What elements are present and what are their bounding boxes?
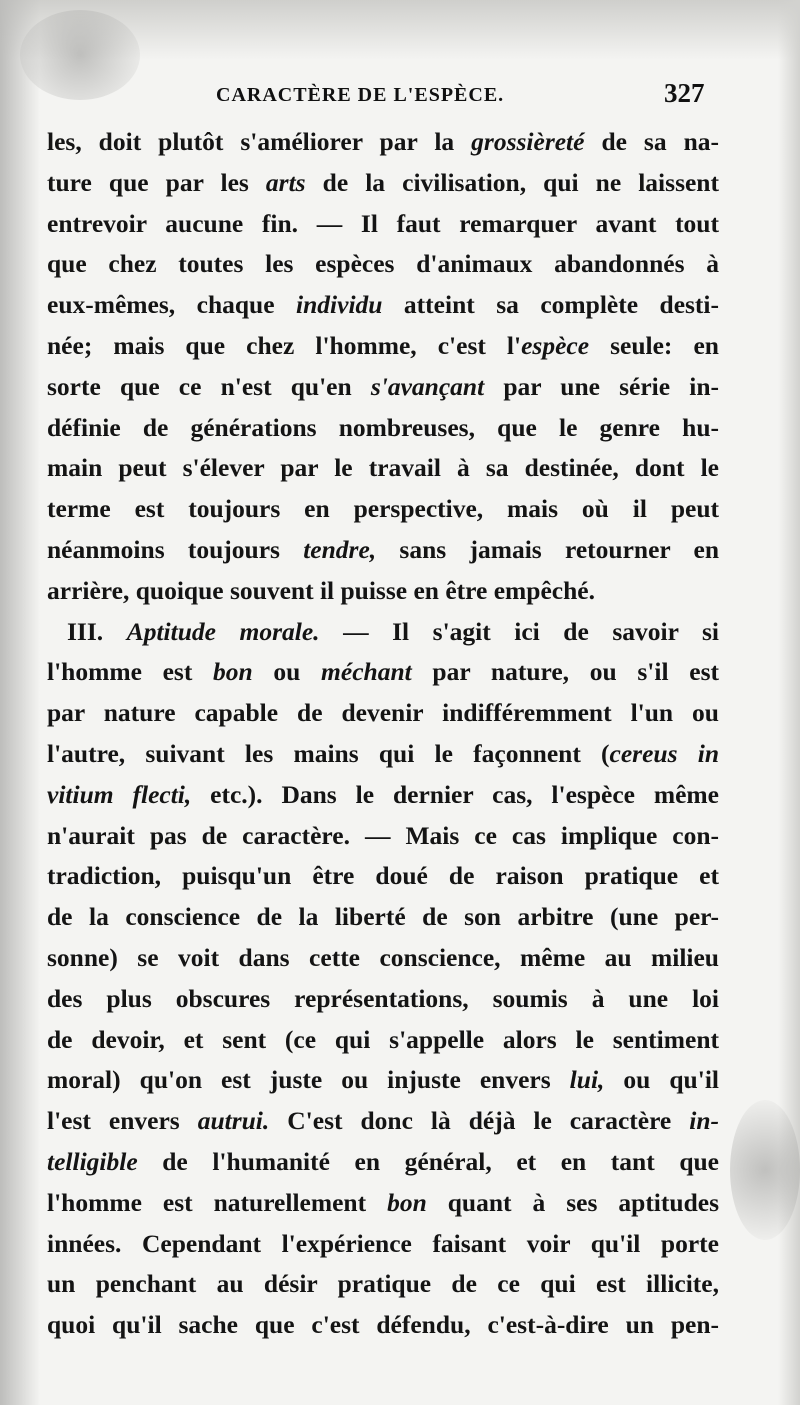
text-segment: sonne) se voit dans cette conscience, même au milieu [47,942,719,972]
italic-text: espèce [521,330,590,360]
italic-text: Aptitude morale. [126,616,320,646]
text-line [47,1224,719,1265]
text-line [47,1183,719,1224]
text-segment: ou [252,657,322,687]
text-line [47,652,719,693]
italic-text: bon [213,657,253,687]
text-segment: néanmoins toujours [47,534,304,564]
text-segment: entrevoir aucune fin. — Il faut remarquer avant tout [47,208,719,238]
italic-text: méchant [321,657,412,687]
text-segment: seule: en [589,330,719,360]
text-segment: etc.). Dans le dernier cas, l'espèce même [191,779,719,809]
text-line [47,1142,719,1183]
text-segment: par une série in- [484,371,719,401]
text-segment: de la civilisation, qui ne laissent [305,167,719,197]
italic-text: telligible [47,1146,138,1176]
italic-text: vitium flecti, [47,779,192,809]
text-line [47,612,719,653]
text-segment: quant à ses aptitudes [426,1187,719,1217]
page-header [0,80,800,112]
text-line [47,1264,719,1305]
text-line [47,1101,719,1142]
text-line [47,856,719,897]
text-line [47,816,719,857]
text-segment: ou qu'il [604,1065,719,1095]
text-line [47,367,719,408]
text-segment: arrière, quoique souvent il puisse en être empêché. [47,575,595,605]
text-segment: ture que par les [47,167,266,197]
italic-text: grossièreté [471,127,585,156]
text-segment: n'aurait pas de caractère. — Mais ce cas implique con- [47,820,719,850]
text-segment: les, doit plutôt s'améliorer par la [47,127,472,156]
text-line [47,448,719,489]
text-line [47,1020,719,1061]
text-segment: sorte que ce n'est qu'en [47,371,371,401]
italic-text: cereus in [609,738,719,768]
text-segment: de l'humanité en général, et en tant que [137,1146,719,1176]
text-line [47,1060,719,1101]
text-segment: eux-mêmes, chaque [47,290,297,320]
text-segment: de devoir, et sent (ce qui s'appelle alors le sentiment [47,1024,719,1054]
text-segment: tradiction, puisqu'un être doué de raison pratique et [47,861,719,891]
text-segment: de sa na- [584,127,719,156]
text-line [47,775,719,816]
text-line [47,1305,719,1346]
text-segment: par nature, ou s'il est [411,657,719,687]
text-segment: l'homme est [47,657,214,687]
text-segment: quoi qu'il sache que c'est défendu, c'est-à-dire un pen- [47,1310,719,1340]
text-segment: sans jamais retourner en [376,534,719,564]
text-line [47,163,719,204]
text-segment: des plus obscures représentations, soumis à une loi [47,983,719,1013]
text-segment: atteint sa complète desti- [382,290,720,320]
text-segment: par nature capable de devenir indifféremment l'un ou [47,698,719,728]
text-line [47,693,719,734]
text-line [47,326,719,367]
italic-text: bon [387,1187,427,1217]
text-line [47,979,719,1020]
text-line [47,204,719,245]
italic-text: individu [296,290,383,320]
running-head: CARACTÈRE DE L'ESPÈCE. [216,84,505,106]
italic-text: arts [265,167,306,197]
italic-text: lui, [569,1065,605,1095]
text-segment: l'homme est naturellement [47,1187,388,1217]
text-line [47,938,719,979]
text-segment: de la conscience de la liberté de son arbitre (une per- [47,902,719,932]
text-line [47,489,719,530]
text-segment: C'est donc là déjà le caractère [269,1106,690,1136]
text-line [47,734,719,775]
text-segment: moral) qu'on est juste ou injuste envers [47,1065,570,1095]
text-line [47,285,719,326]
scan-shadow-left [0,0,40,1405]
body-text [47,122,719,1346]
italic-text: in- [689,1106,719,1136]
italic-text: autrui. [197,1106,270,1136]
text-segment: l'est envers [47,1106,198,1136]
text-segment: définie de générations nombreuses, que le genre hu- [47,412,719,442]
text-line [47,408,719,449]
italic-text: tendre, [303,534,377,564]
text-line [47,897,719,938]
text-segment: innées. Cependant l'expérience faisant voir qu'il porte [47,1228,719,1258]
text-line [47,244,719,285]
text-segment: terme est toujours en perspective, mais où il peut [47,494,719,524]
text-segment: l'autre, suivant les mains qui le façonnent ( [47,738,610,768]
text-line [47,571,719,612]
text-segment: III. [67,616,127,646]
text-segment: un penchant au désir pratique de ce qui est illicite, [47,1269,719,1299]
italic-text: s'avançant [370,371,485,401]
scan-smudge [730,1100,800,1240]
text-line [47,122,719,163]
text-segment: — Il s'agit ici de savoir si [319,616,719,646]
text-segment: main peut s'élever par le travail à sa destinée, dont le [47,453,719,483]
text-line [47,530,719,571]
page-number: 327 [664,78,705,108]
text-segment: née; mais que chez l'homme, c'est l' [47,330,522,360]
text-segment: que chez toutes les espèces d'animaux abandonnés à [47,249,719,279]
